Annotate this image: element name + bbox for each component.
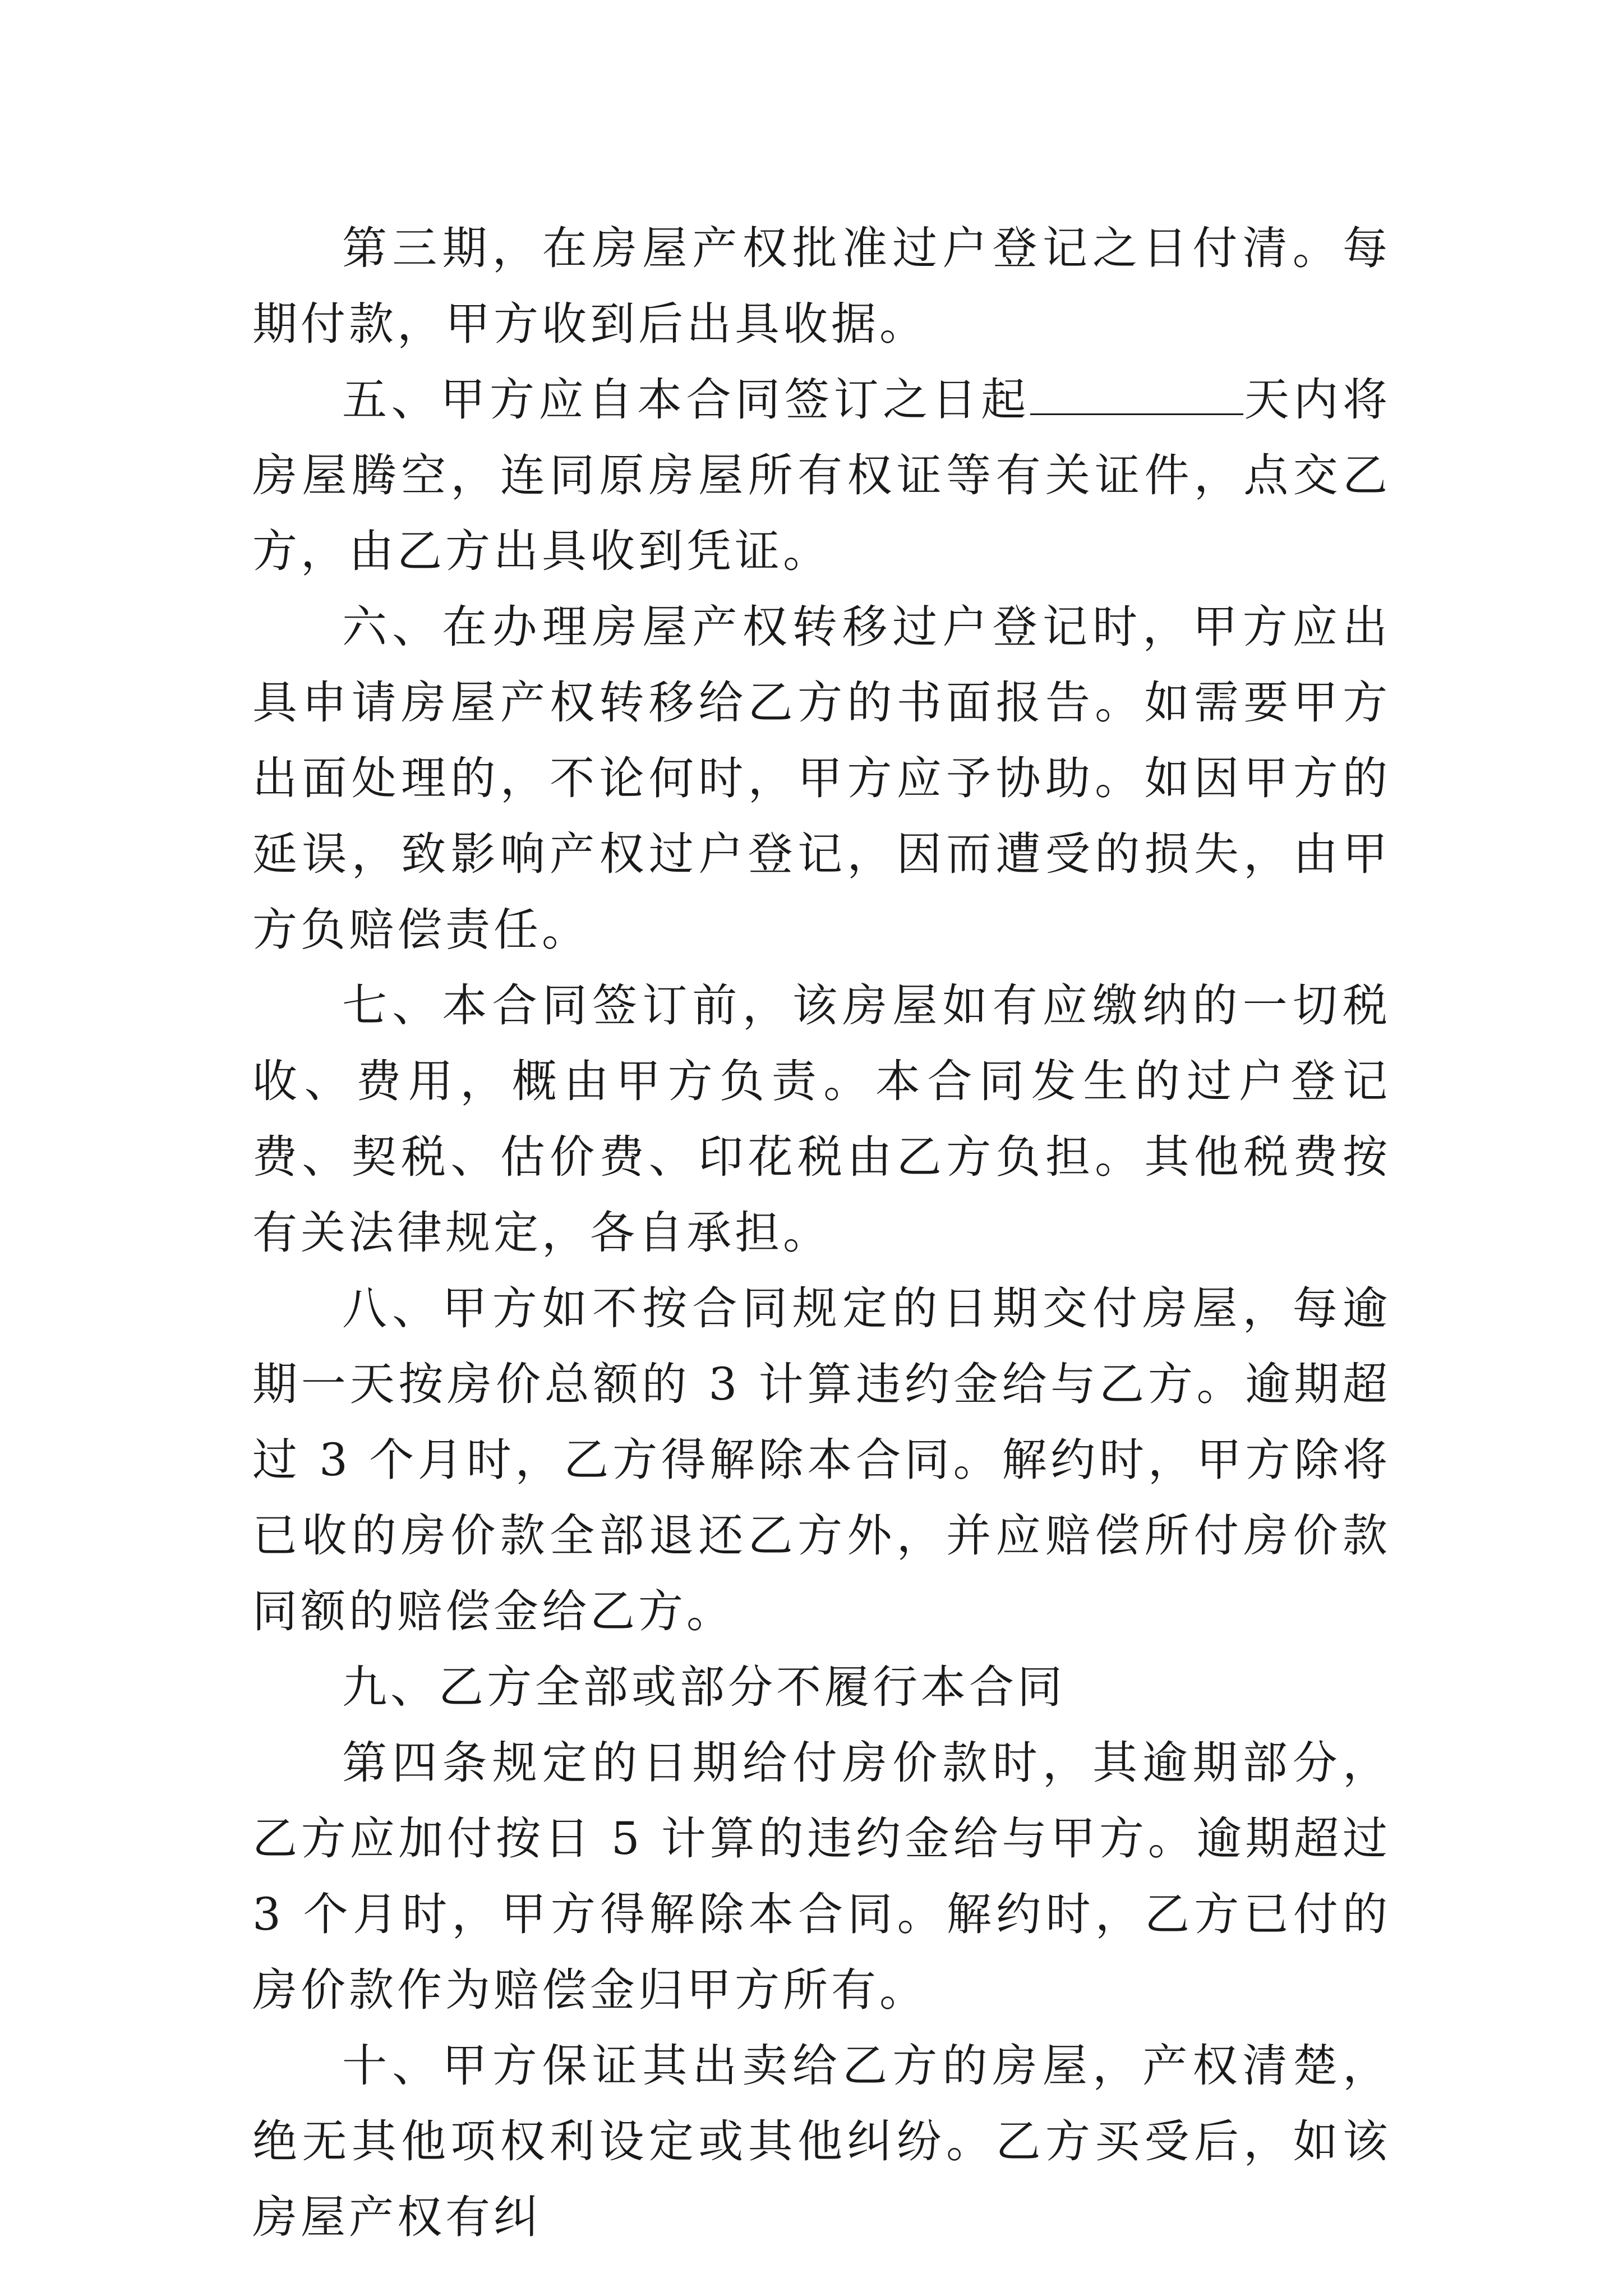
paragraph-clause-8: 八、甲方如不按合同规定的日期交付房屋，每逾期一天按房价总额的 3 计算违约金给与乙方。逾期超过 3 个月时，乙方得解除本合同。解约时，甲方除将已收的房价款全部退还乙方外，并应赔偿所付房价款同额的赔偿金给乙方。: [252, 1282, 1391, 1637]
paragraph-clause-6: 六、在办理房屋产权转移过户登记时，甲方应出具申请房屋产权转移给乙方的书面报告。如需要甲方出面处理的，不论何时，甲方应予协助。如因甲方的延误，致影响产权过户登记，因而遭受的损失，由甲方负赔偿责任。: [252, 601, 1391, 956]
paragraph-clause-9: 九、乙方全部或部分不履行本合同: [342, 1661, 1066, 1713]
paragraph-clause-10: 十、甲方保证其出卖给乙方的房屋，产权清楚，绝无其他项权利设定或其他纠纷。乙方买受后，如该房屋产权有纠: [252, 2040, 1391, 2243]
contract-body: [252, 210, 1391, 2255]
paragraph-clause-9-continued: 第四条规定的日期给付房价款时，其逾期部分，乙方应加付按日 5 计算的违约金给与甲方。逾期超过 3 个月时，甲方得解除本合同。解约时，乙方已付的房价款作为赔偿金归甲方所有。: [252, 1737, 1391, 2016]
paragraph-third-installment: 第三期，在房屋产权批准过户登记之日付清。每期付款，甲方收到后出具收据。: [252, 222, 1391, 350]
paragraph-clause-7: 七、本合同签订前，该房屋如有应缴纳的一切税收、费用，概由甲方负责。本合同发生的过户登记费、契税、估价费、印花税由乙方负担。其他税费按有关法律规定，各自承担。: [252, 979, 1391, 1259]
paragraph-clause-5: [252, 362, 1391, 589]
fill-in-blank-days: [1030, 374, 1243, 415]
clause-5-text-after-blank: 天内将房屋腾空，连同原房屋所有权证等有关证件，点交乙方，由乙方出具收到凭证。: [252, 374, 1391, 577]
clause-5-text-before-blank: 五、甲方应自本合同签订之日起: [342, 374, 1031, 426]
